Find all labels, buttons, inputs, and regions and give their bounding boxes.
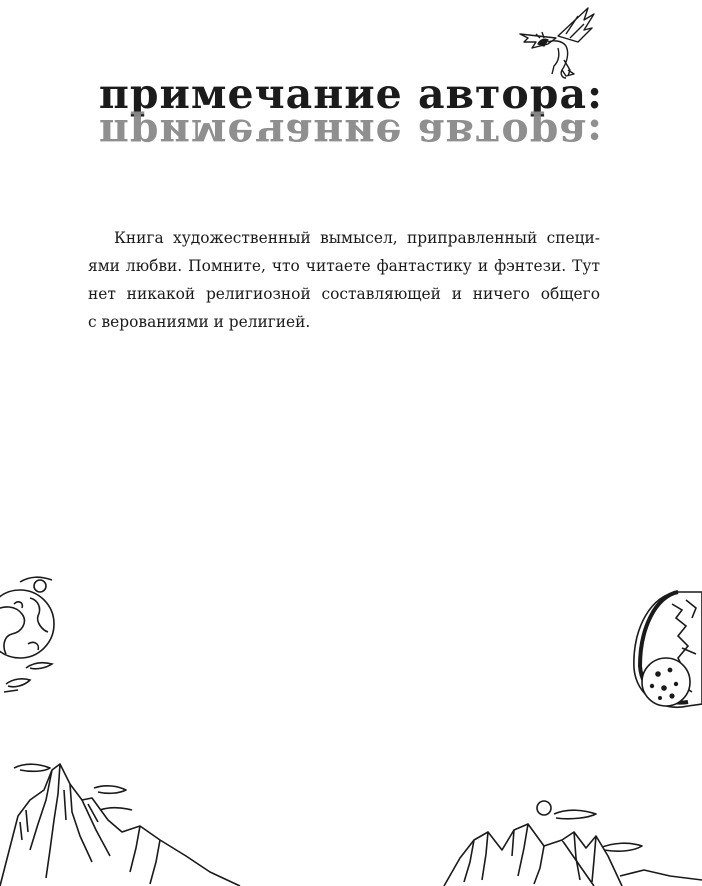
paragraph-line: Книга художественный вымысел, приправленный специ- (114, 229, 600, 247)
mountains-moon-illustration (444, 796, 702, 886)
dragon-egg-illustration (622, 588, 702, 718)
paragraph-line: нет никакой религиозной составляющей и ничего общего (88, 285, 600, 303)
page-title-reflection: примечание автора: (98, 110, 604, 158)
planet-illustration (0, 574, 62, 700)
paragraph-line: ями любви. Помните, что читаете фантастику и фэнтези. Тут (88, 257, 600, 275)
mountains-illustration (0, 760, 250, 886)
page-title: примечание автора: (98, 70, 604, 118)
paragraph-line: с верованиями и религией. (88, 313, 311, 331)
heading-block (0, 68, 702, 158)
author-note-paragraph (88, 224, 600, 336)
